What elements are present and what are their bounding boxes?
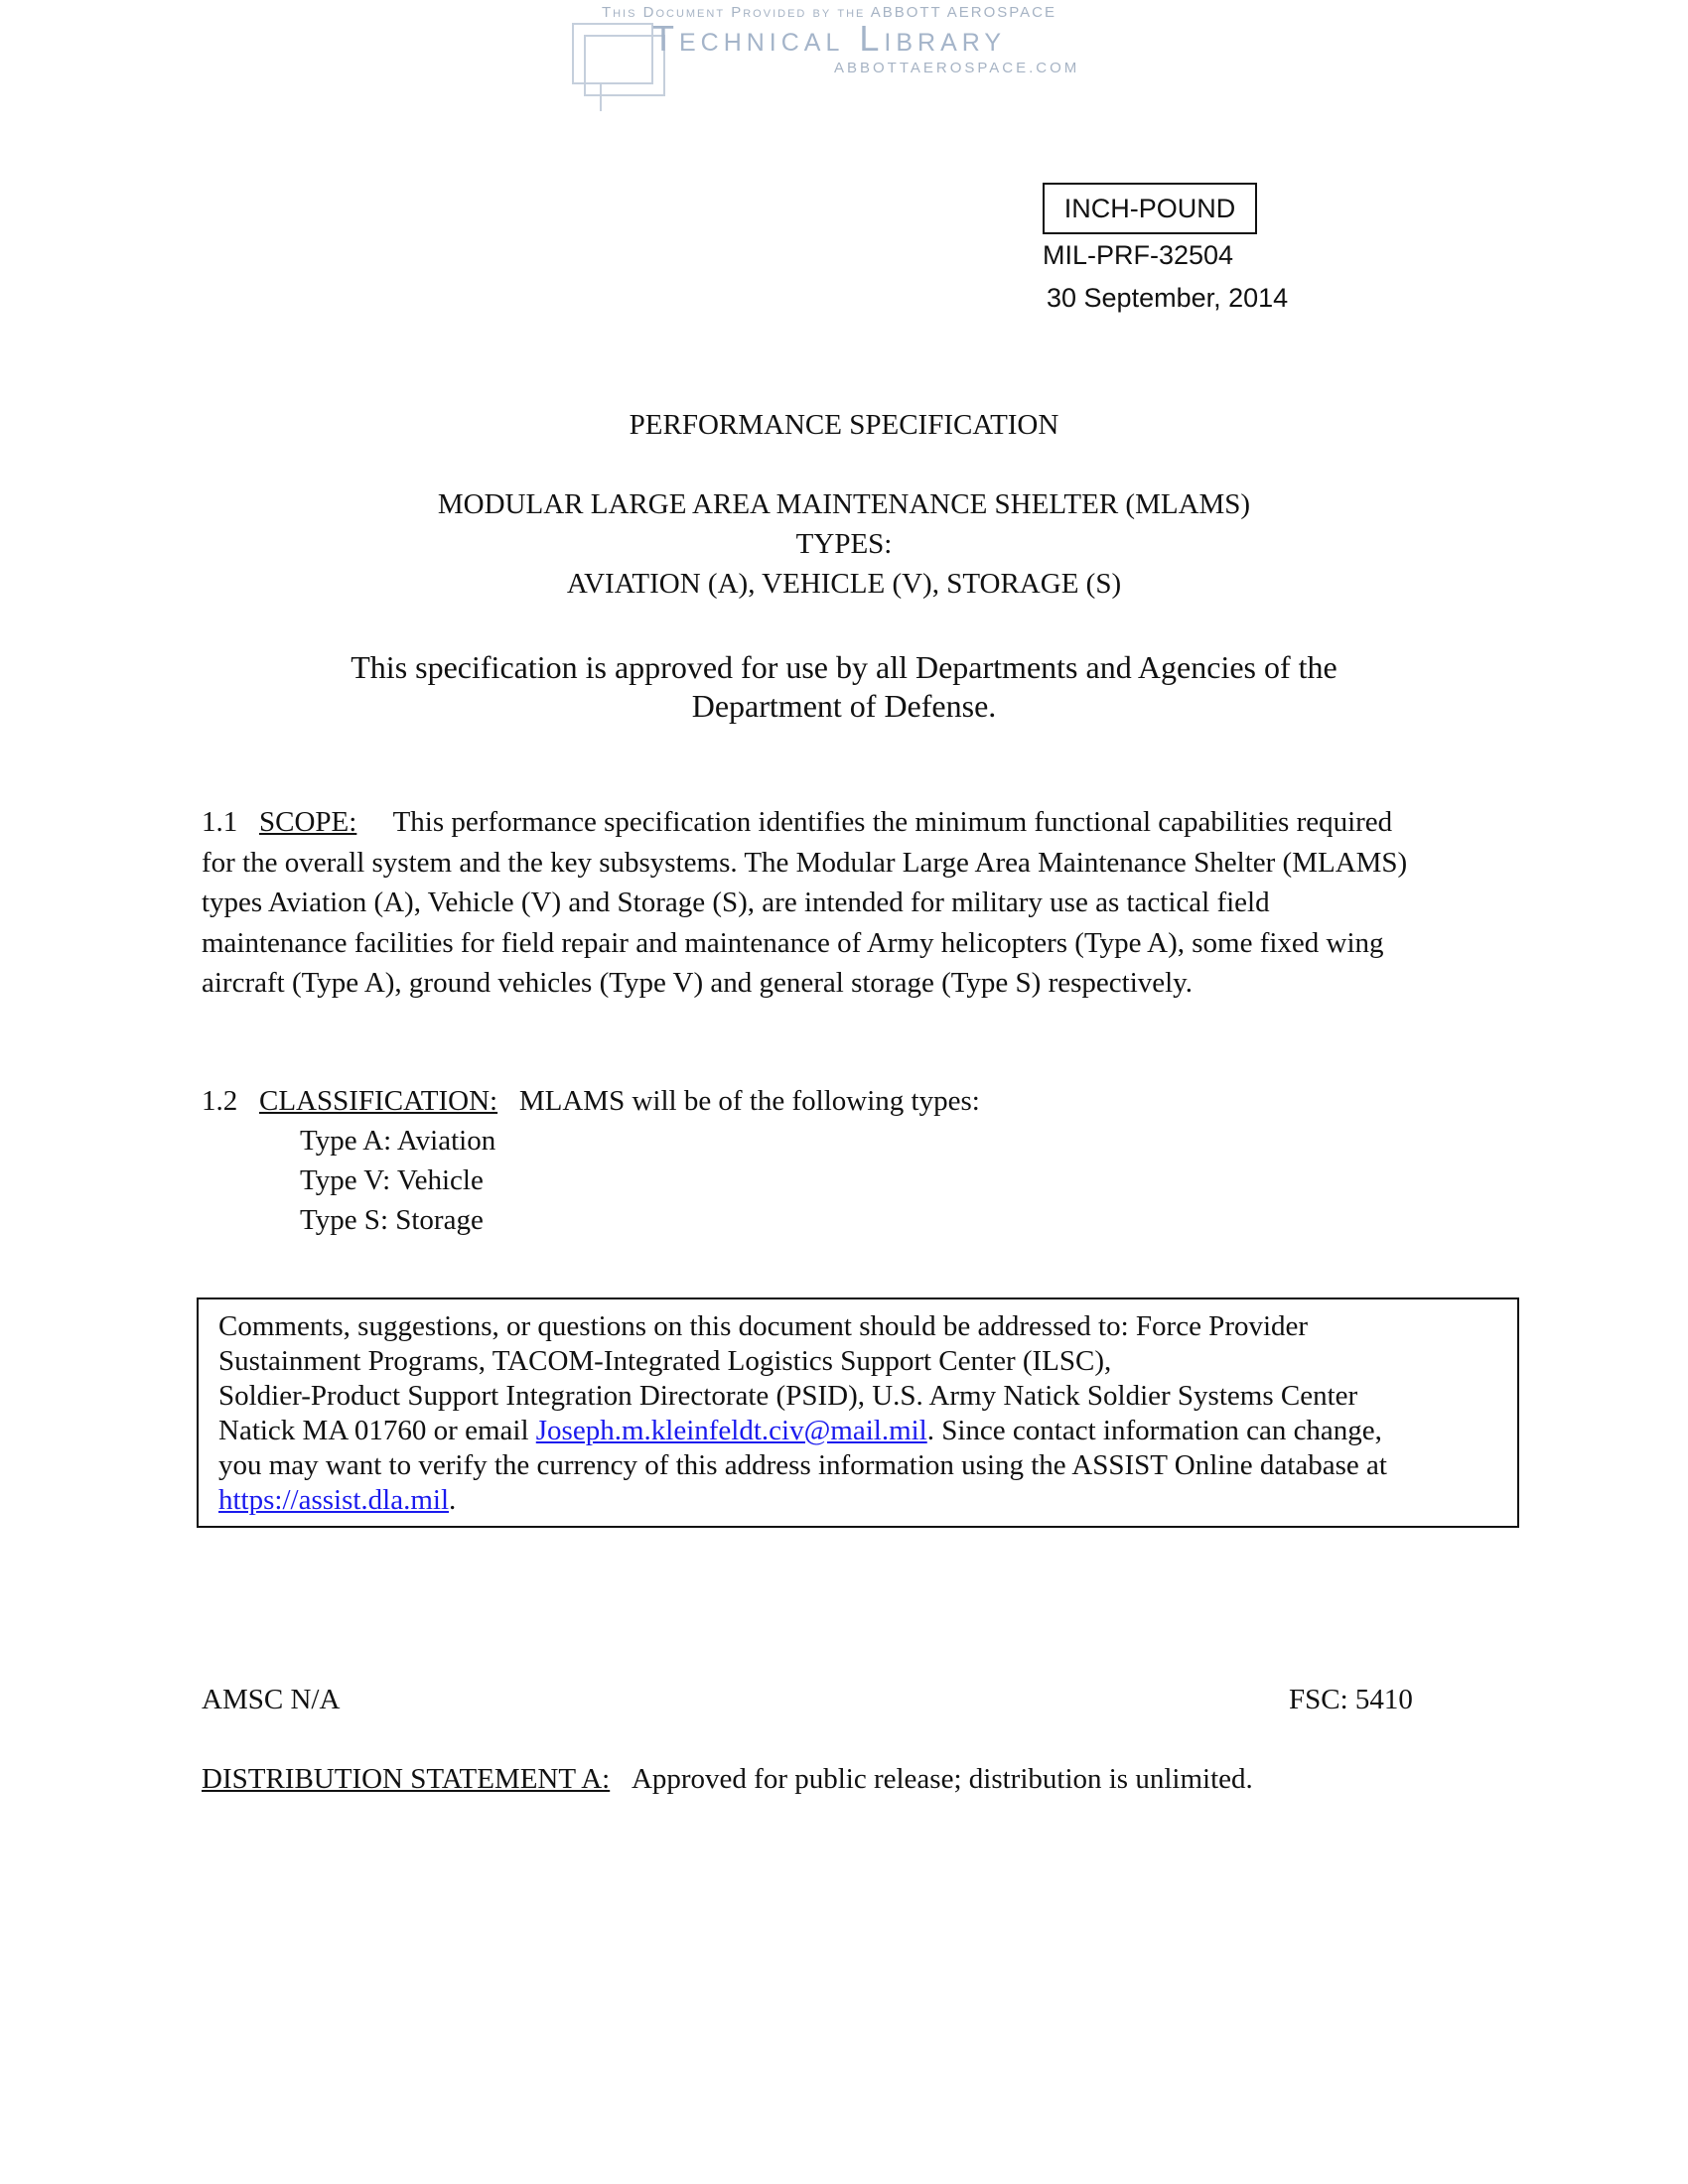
list-item: Type S: Storage <box>300 1204 484 1236</box>
fsc-label: FSC: 5410 <box>1289 1684 1413 1715</box>
spec-types-label: TYPES: <box>795 528 893 560</box>
watermark-library-text: Technical Library <box>651 18 1007 59</box>
scope-heading: SCOPE: <box>259 806 357 838</box>
comments-line-3: Soldier-Product Support Integration Directorate (PSID), U.S. Army Natick Soldier Systems Center <box>218 1380 1358 1412</box>
amsc-label: AMSC N/A <box>202 1684 341 1715</box>
watermark-site-text: ABBOTTAEROSPACE.COM <box>834 60 1080 76</box>
classification-types-list <box>300 1121 495 1240</box>
list-item: Type V: Vehicle <box>300 1164 484 1196</box>
comments-line-6-end: . <box>449 1484 457 1516</box>
scope-text-line-1: This performance specification identifies the minimum functional capabilities required <box>392 806 1393 838</box>
comments-line-6 <box>218 1483 1497 1518</box>
comments-line-1: Comments, suggestions, or questions on this document should be addressed to: Force Provider <box>218 1310 1309 1342</box>
scope-number: 1.1 <box>202 806 238 838</box>
comments-line-4-end: . Since contact information can change, <box>926 1415 1382 1446</box>
approval-line-2: Department of Defense. <box>691 688 997 724</box>
comments-box <box>197 1297 1519 1528</box>
classification-heading: CLASSIFICATION: <box>259 1085 498 1117</box>
classification-heading-line <box>202 1081 1492 1122</box>
assist-url-link[interactable]: https://assist.dla.mil <box>218 1484 450 1516</box>
distribution-heading: DISTRIBUTION STATEMENT A: <box>202 1763 611 1795</box>
list-item: Type A: Aviation <box>300 1125 496 1157</box>
scope-first-line <box>202 802 1492 843</box>
scope-text-line-2: for the overall system and the key subsystems. The Modular Large Area Maintenance Shelter (MLAMS) <box>202 846 1408 879</box>
scope-text-line-5: aircraft (Type A), ground vehicles (Type V) and general storage (Type S) respectively. <box>202 967 1194 999</box>
comments-line-4 <box>218 1414 1497 1448</box>
comments-line-4-start: Natick MA 01760 or email <box>218 1415 536 1446</box>
watermark-provider-text: This Document Provided by the ABBOTT AEROSPACE <box>601 4 1057 21</box>
distribution-statement <box>202 1763 1253 1796</box>
spec-types-list: AVIATION (A), VEHICLE (V), STORAGE (S) <box>566 568 1122 600</box>
units-label-box: INCH-POUND <box>1043 183 1257 234</box>
comments-line-2: Sustainment Programs, TACOM-Integrated Logistics Support Center (ILSC), <box>218 1345 1112 1377</box>
technical-library-watermark <box>571 4 1087 113</box>
scope-section <box>202 802 1492 1004</box>
spec-type-title: PERFORMANCE SPECIFICATION <box>629 409 1059 441</box>
distribution-text: Approved for public release; distribution is unlimited. <box>631 1763 1253 1795</box>
document-number: MIL-PRF-32504 <box>1043 240 1234 270</box>
spec-title-line: MODULAR LARGE AREA MAINTENANCE SHELTER (MLAMS) <box>437 488 1251 520</box>
comments-line-5: you may want to verify the currency of this address information using the ASSIST Online database at <box>218 1449 1387 1481</box>
classification-number: 1.2 <box>202 1085 238 1117</box>
scope-text-line-3: types Aviation (A), Vehicle (V) and Storage (S), are intended for military use as tactical field <box>202 887 1270 918</box>
approval-line-1: This specification is approved for use by all Departments and Agencies of the <box>351 649 1337 685</box>
classification-intro: MLAMS will be of the following types: <box>518 1085 980 1117</box>
document-date: 30 September, 2014 <box>1047 283 1289 313</box>
email-link[interactable]: Joseph.m.kleinfeldt.civ@mail.mil <box>535 1415 927 1446</box>
scope-text-line-4: maintenance facilities for field repair and maintenance of Army helicopters (Type A), some fixed wing <box>202 926 1384 959</box>
